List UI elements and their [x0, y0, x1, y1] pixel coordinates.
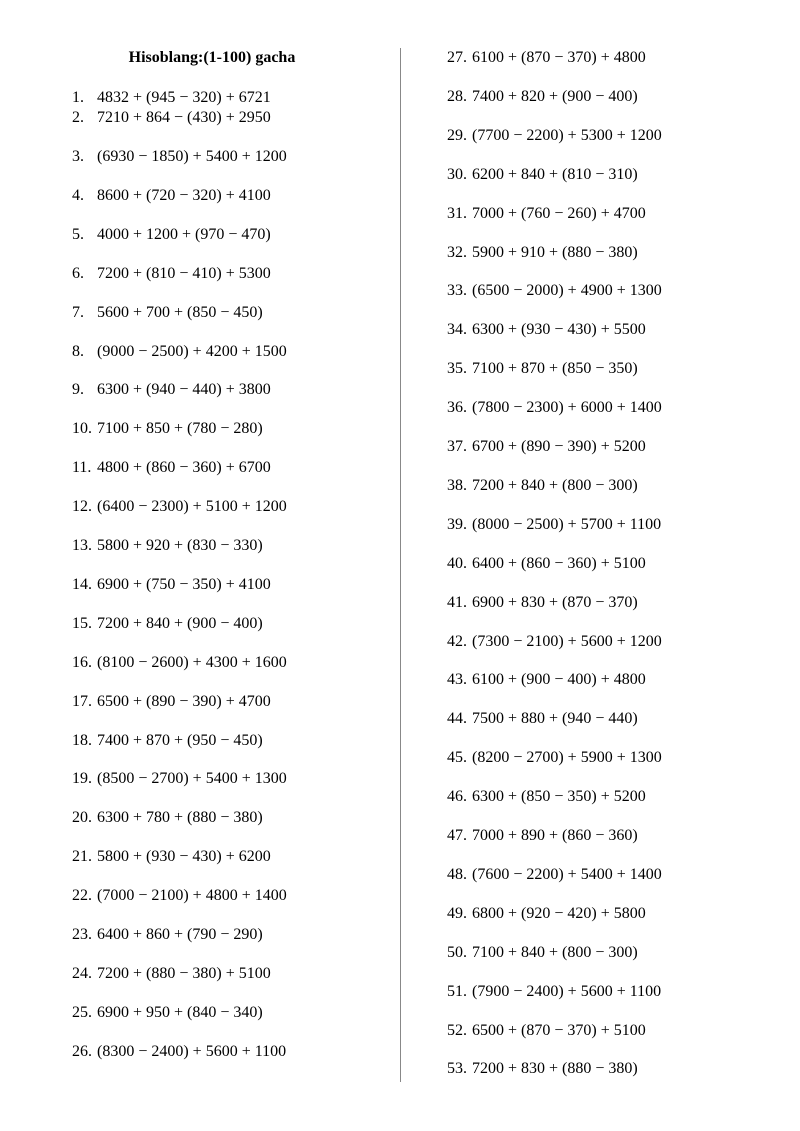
problem-item: [72, 264, 271, 284]
problem-item: [447, 982, 661, 1002]
problem-item: [72, 225, 271, 245]
problem-number: 10.: [72, 420, 92, 437]
problem-number: 32.: [447, 244, 467, 261]
problem-number: 40.: [447, 555, 467, 572]
problem-expression: 5600 + 700 + (850 − 450): [97, 304, 263, 321]
problem-expression: 7100 + 850 + (780 − 280): [97, 420, 263, 437]
problem-number: 35.: [447, 360, 467, 377]
problem-number: 1.: [72, 89, 84, 106]
problem-item: [447, 87, 638, 107]
problem-expression: 7100 + 870 + (850 − 350): [472, 360, 638, 377]
problem-expression: 6300 + 780 + (880 − 380): [97, 809, 263, 826]
problem-expression: (7800 − 2300) + 6000 + 1400: [472, 399, 662, 416]
problem-item: [447, 515, 661, 535]
problem-item: [72, 886, 287, 906]
problem-item: [72, 380, 271, 400]
problem-expression: 8600 + (720 − 320) + 4100: [97, 187, 271, 204]
problem-item: [447, 48, 646, 68]
problem-item: [447, 632, 662, 652]
problem-number: 22.: [72, 887, 92, 904]
problem-number: 3.: [72, 148, 84, 165]
problem-number: 51.: [447, 983, 467, 1000]
problem-item: [447, 670, 646, 690]
problem-expression: 6200 + 840 + (810 − 310): [472, 166, 638, 183]
problem-item: [447, 359, 638, 379]
problem-number: 39.: [447, 516, 467, 533]
problem-number: 6.: [72, 265, 84, 282]
problem-expression: 7200 + 840 + (800 − 300): [472, 477, 638, 494]
problem-item: [447, 554, 646, 574]
problem-number: 46.: [447, 788, 467, 805]
problem-expression: 4800 + (860 − 360) + 6700: [97, 459, 271, 476]
problem-item: [447, 709, 638, 729]
problem-number: 48.: [447, 866, 467, 883]
problem-expression: 5800 + 920 + (830 − 330): [97, 537, 263, 554]
problem-item: [447, 165, 638, 185]
problem-expression: 6300 + (940 − 440) + 3800: [97, 381, 271, 398]
problem-item: [72, 303, 263, 323]
problem-item: [72, 108, 271, 128]
problem-item: [72, 964, 271, 984]
problem-expression: (9000 − 2500) + 4200 + 1500: [97, 343, 287, 360]
problem-item: [447, 437, 646, 457]
problem-item: [72, 147, 287, 167]
problem-item: [72, 769, 287, 789]
problem-number: 27.: [447, 49, 467, 66]
problem-item: [447, 826, 638, 846]
problem-expression: 6700 + (890 − 390) + 5200: [472, 438, 646, 455]
problem-number: 31.: [447, 205, 467, 222]
problem-expression: 7400 + 870 + (950 − 450): [97, 732, 263, 749]
problem-item: [72, 653, 287, 673]
problem-expression: 6300 + (850 − 350) + 5200: [472, 788, 646, 805]
problem-expression: 7200 + 840 + (900 − 400): [97, 615, 263, 632]
problem-number: 50.: [447, 944, 467, 961]
problem-number: 5.: [72, 226, 84, 243]
problem-item: [72, 847, 271, 867]
problem-number: 13.: [72, 537, 92, 554]
problem-expression: 6500 + (890 − 390) + 4700: [97, 693, 271, 710]
problem-number: 33.: [447, 282, 467, 299]
problem-item: [447, 204, 646, 224]
problem-item: [72, 1003, 263, 1023]
problem-expression: (8100 − 2600) + 4300 + 1600: [97, 654, 287, 671]
problem-number: 2.: [72, 109, 84, 126]
problem-expression: 5900 + 910 + (880 − 380): [472, 244, 638, 261]
problem-number: 11.: [72, 459, 92, 476]
problem-item: [72, 536, 263, 556]
problem-item: [72, 458, 271, 478]
problem-expression: 4000 + 1200 + (970 − 470): [97, 226, 271, 243]
problem-expression: 6300 + (930 − 430) + 5500: [472, 321, 646, 338]
problem-expression: 4832 + (945 − 320) + 6721: [97, 89, 271, 106]
problem-expression: 7500 + 880 + (940 − 440): [472, 710, 638, 727]
problem-expression: (7300 − 2100) + 5600 + 1200: [472, 633, 662, 650]
problem-number: 36.: [447, 399, 467, 416]
problem-expression: 6500 + (870 − 370) + 5100: [472, 1022, 646, 1039]
problem-number: 28.: [447, 88, 467, 105]
problem-expression: 6900 + 950 + (840 − 340): [97, 1004, 263, 1021]
problem-expression: (6500 − 2000) + 4900 + 1300: [472, 282, 662, 299]
problem-number: 7.: [72, 304, 84, 321]
problem-item: [447, 748, 662, 768]
problem-number: 12.: [72, 498, 92, 515]
problem-item: [447, 1059, 638, 1079]
problem-number: 41.: [447, 594, 467, 611]
problem-expression: 7210 + 864 − (430) + 2950: [97, 109, 271, 126]
problem-number: 19.: [72, 770, 92, 787]
problem-item: [447, 943, 638, 963]
problem-number: 15.: [72, 615, 92, 632]
problem-item: [72, 614, 263, 634]
problem-number: 23.: [72, 926, 92, 943]
problem-number: 45.: [447, 749, 467, 766]
problem-item: [72, 731, 263, 751]
problem-item: [72, 186, 271, 206]
page-title: Hisoblang:(1-100) gacha: [128, 49, 296, 66]
problem-expression: 6800 + (920 − 420) + 5800: [472, 905, 646, 922]
problem-expression: 7100 + 840 + (800 − 300): [472, 944, 638, 961]
problem-expression: 6400 + (860 − 360) + 5100: [472, 555, 646, 572]
problem-number: 44.: [447, 710, 467, 727]
problem-number: 9.: [72, 381, 84, 398]
problem-expression: (7700 − 2200) + 5300 + 1200: [472, 127, 662, 144]
problem-number: 16.: [72, 654, 92, 671]
problem-number: 26.: [72, 1043, 92, 1060]
problem-item: [447, 787, 646, 807]
problem-item: [447, 126, 662, 146]
problem-number: 42.: [447, 633, 467, 650]
problem-expression: (8200 − 2700) + 5900 + 1300: [472, 749, 662, 766]
problem-expression: 6100 + (870 − 370) + 4800: [472, 49, 646, 66]
problem-item: [72, 342, 287, 362]
problem-number: 24.: [72, 965, 92, 982]
problem-expression: 7200 + (810 − 410) + 5300: [97, 265, 271, 282]
problem-item: [72, 925, 263, 945]
problem-expression: (8500 − 2700) + 5400 + 1300: [97, 770, 287, 787]
problem-number: 8.: [72, 343, 84, 360]
problem-number: 21.: [72, 848, 92, 865]
problem-expression: 7200 + (880 − 380) + 5100: [97, 965, 271, 982]
problem-expression: 7200 + 830 + (880 − 380): [472, 1060, 638, 1077]
problem-expression: (8300 − 2400) + 5600 + 1100: [97, 1043, 287, 1060]
problem-item: [447, 904, 646, 924]
problem-number: 30.: [447, 166, 467, 183]
problem-number: 14.: [72, 576, 92, 593]
problem-expression: (7600 − 2200) + 5400 + 1400: [472, 866, 662, 883]
problem-item: [72, 692, 271, 712]
problem-item: [72, 497, 287, 517]
problem-item: [72, 575, 271, 595]
problem-number: 17.: [72, 693, 92, 710]
problem-number: 37.: [447, 438, 467, 455]
problem-expression: 6900 + (750 − 350) + 4100: [97, 576, 271, 593]
problem-expression: 6100 + (900 − 400) + 4800: [472, 671, 646, 688]
problem-expression: 7000 + (760 − 260) + 4700: [472, 205, 646, 222]
problem-item: [447, 320, 646, 340]
problem-expression: (7000 − 2100) + 4800 + 1400: [97, 887, 287, 904]
problem-item: [72, 419, 263, 439]
problem-number: 38.: [447, 477, 467, 494]
problem-expression: (7900 − 2400) + 5600 + 1100: [472, 983, 662, 1000]
problem-number: 18.: [72, 732, 92, 749]
problem-expression: 7400 + 820 + (900 − 400): [472, 88, 638, 105]
problem-number: 20.: [72, 809, 92, 826]
problem-item: [447, 243, 638, 263]
problem-number: 25.: [72, 1004, 92, 1021]
column-divider: [400, 48, 401, 1082]
problem-number: 4.: [72, 187, 84, 204]
problem-expression: 6400 + 860 + (790 − 290): [97, 926, 263, 943]
problem-number: 43.: [447, 671, 467, 688]
problem-item: [447, 398, 662, 418]
problem-expression: 7000 + 890 + (860 − 360): [472, 827, 638, 844]
problem-item: [72, 1042, 286, 1062]
problem-item: [447, 476, 638, 496]
problem-expression: (6930 − 1850) + 5400 + 1200: [97, 148, 287, 165]
problem-expression: 5800 + (930 − 430) + 6200: [97, 848, 271, 865]
problem-item: [72, 808, 263, 828]
problem-number: 49.: [447, 905, 467, 922]
problem-number: 29.: [447, 127, 467, 144]
problem-item: [72, 88, 271, 108]
problem-expression: (6400 − 2300) + 5100 + 1200: [97, 498, 287, 515]
problem-number: 52.: [447, 1022, 467, 1039]
problem-expression: (8000 − 2500) + 5700 + 1100: [472, 516, 662, 533]
problem-number: 47.: [447, 827, 467, 844]
problem-number: 34.: [447, 321, 467, 338]
problem-item: [447, 281, 662, 301]
problem-number: 53.: [447, 1060, 467, 1077]
problem-item: [447, 865, 662, 885]
problem-item: [447, 1021, 646, 1041]
problem-expression: 6900 + 830 + (870 − 370): [472, 594, 638, 611]
problem-item: [447, 593, 638, 613]
